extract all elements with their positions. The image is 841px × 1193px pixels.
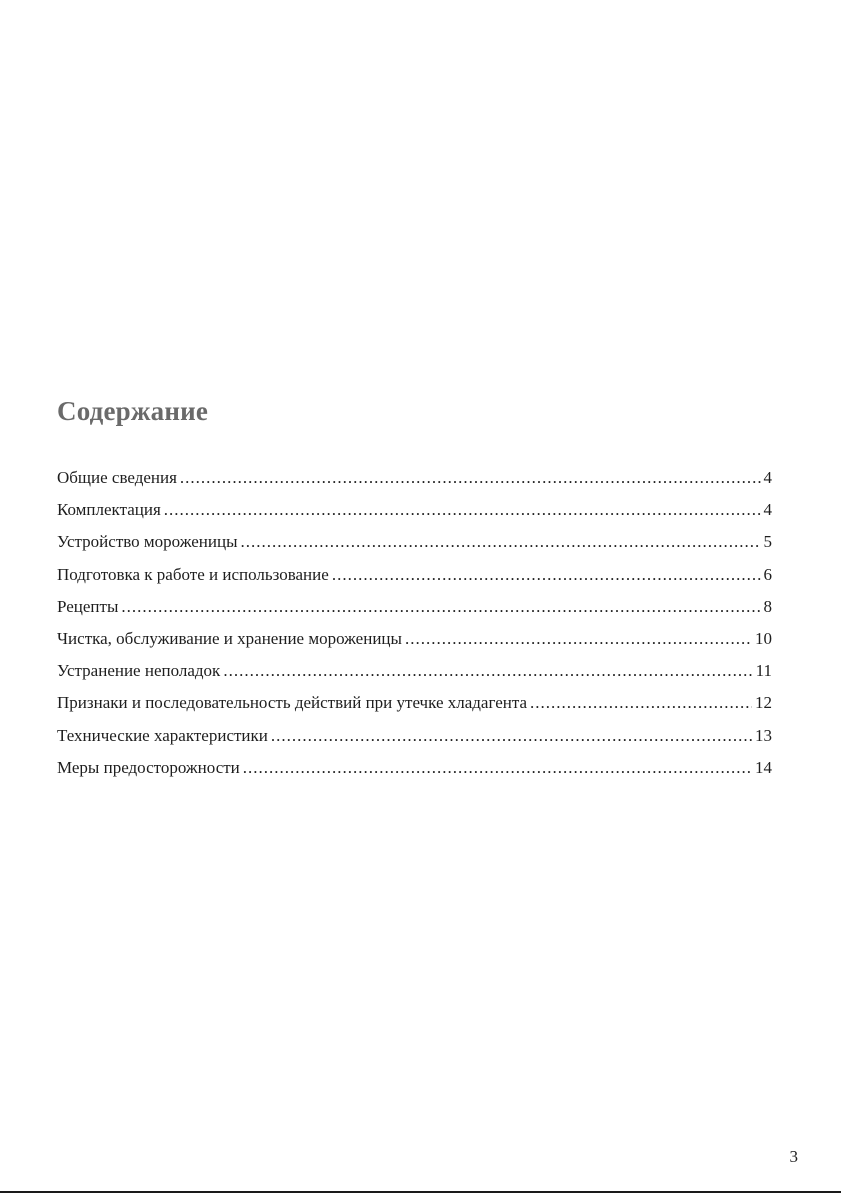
toc-entry-label: Устранение неполадок: [57, 661, 221, 681]
toc-entry-preparation-and-use[interactable]: [57, 559, 772, 591]
toc-dot-leader: [530, 687, 752, 719]
toc-entry-recipes[interactable]: [57, 591, 772, 623]
toc-entry-safety-precautions[interactable]: [57, 752, 772, 784]
toc-dot-leader: [180, 462, 761, 494]
toc-entry-label: Технические характеристики: [57, 725, 268, 745]
toc-entry-device-description[interactable]: [57, 526, 772, 558]
page-title: Содержание: [57, 396, 209, 426]
toc-entry-label: Меры предосторожности: [57, 757, 240, 777]
toc-entry-page: 4: [763, 468, 772, 487]
toc-dot-leader: [164, 494, 761, 526]
toc-entry-cleaning-and-storage[interactable]: [57, 623, 772, 655]
toc-entry-page: 4: [763, 500, 772, 520]
toc-dot-leader: [271, 720, 752, 752]
toc-entry-refrigerant-leak[interactable]: [57, 687, 772, 719]
toc-entry-label: Признаки и последовательность действий при утечке хладагента: [57, 693, 528, 713]
toc-entry-page: 8: [763, 596, 772, 616]
toc-entry-label: Устройство мороженицы: [57, 532, 238, 552]
toc-dot-leader: [121, 591, 760, 623]
toc-entry-page: 11: [755, 661, 772, 681]
toc-dot-leader: [223, 655, 752, 687]
toc-entry-general-info[interactable]: [57, 462, 772, 494]
toc-entry-page: 5: [763, 532, 772, 552]
toc-dot-leader: [405, 623, 752, 655]
toc-entry-page: 10: [755, 628, 772, 648]
toc-entry-label: Чистка, обслуживание и хранение мороженицы: [57, 628, 402, 648]
toc-entry-label: Комплектация: [57, 500, 161, 520]
toc-entry-page: 12: [755, 693, 772, 713]
toc-entry-package-contents[interactable]: [57, 494, 772, 526]
toc-entry-label: Рецепты: [57, 596, 119, 616]
toc-entry-label: Подготовка к работе и использование: [57, 564, 329, 584]
toc-entry-specifications[interactable]: [57, 720, 772, 752]
toc-entry-label: Общие сведения: [57, 468, 177, 487]
page-number: 3: [789, 1147, 798, 1166]
toc-entry-page: 13: [755, 725, 772, 745]
toc-dot-leader: [243, 752, 752, 784]
toc-entry-page: 6: [763, 564, 772, 584]
toc-dot-leader: [241, 526, 761, 558]
toc-entry-page: 14: [755, 757, 772, 777]
toc-entry-troubleshooting[interactable]: [57, 655, 772, 687]
toc-dot-leader: [332, 559, 761, 591]
table-of-contents: [57, 462, 772, 784]
